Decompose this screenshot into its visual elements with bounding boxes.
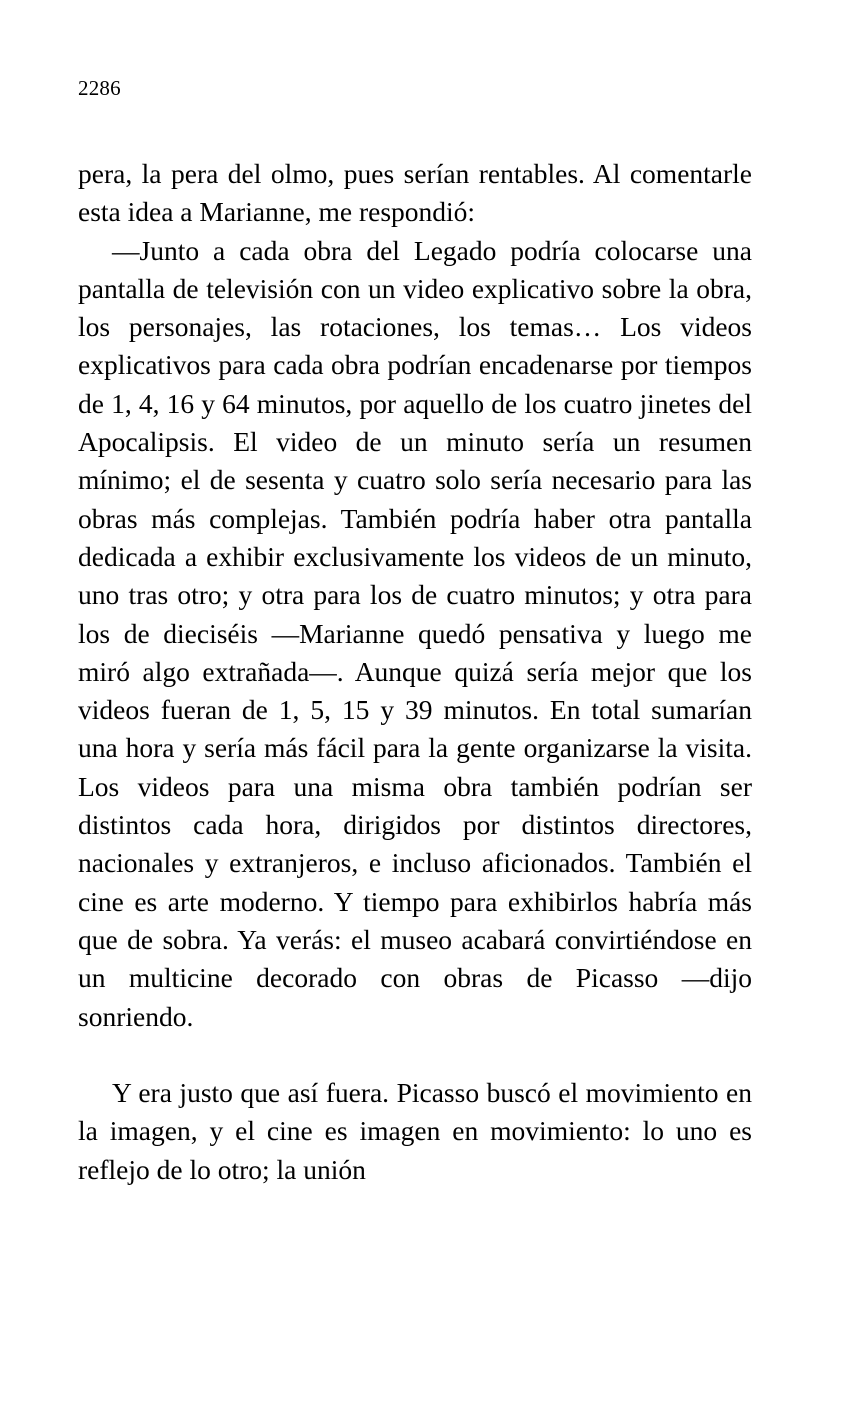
page-number: 2286	[78, 76, 121, 100]
paragraph: —Junto a cada obra del Legado podría colocarse una pantalla de televisión con un video explicativo sobre la obra, los personajes, las rotaciones, los temas… Los videos explicativos para cada obra podrían encadenarse por tiempos de 1, 4, 16 y 64 minutos, por aquello de los cuatro jinetes del Apocalipsis. El video de un minuto sería un resumen mínimo; el de sesenta y cuatro solo sería necesario para las obras más complejas. También podría haber otra pantalla dedicada a exhibir exclusivamente los videos de un minuto, uno tras otro; y otra para los de cuatro minutos; y otra para los de dieciséis —Marianne quedó pensativa y luego me miró algo extrañada—. Aunque quizá sería mejor que los videos fueran de 1, 5, 15 y 39 minutos. En total sumarían una hora y sería más fácil para la gente organizarse la visita. Los videos para una misma obra también podrían ser distintos cada hora, dirigidos por distintos directores, nacionales y extranjeros, e incluso aficionados. También el cine es arte moderno. Y tiempo para exhibirlos habría más que de sobra. Ya verás: el museo acabará convirtiéndose en un multicine decorado con obras de Picasso —dijo sonriendo.	[78, 234, 752, 1032]
paragraph: pera, la pera del olmo, pues serían rentables. Al comentarle esta idea a Marianne, me respondió:	[78, 158, 752, 228]
paragraph: Y era justo que así fuera. Picasso buscó el movimiento en la imagen, y el cine es imagen en movimiento: lo uno es reflejo de lo otro; la unión	[78, 1077, 752, 1185]
body-text-column	[78, 155, 752, 1189]
